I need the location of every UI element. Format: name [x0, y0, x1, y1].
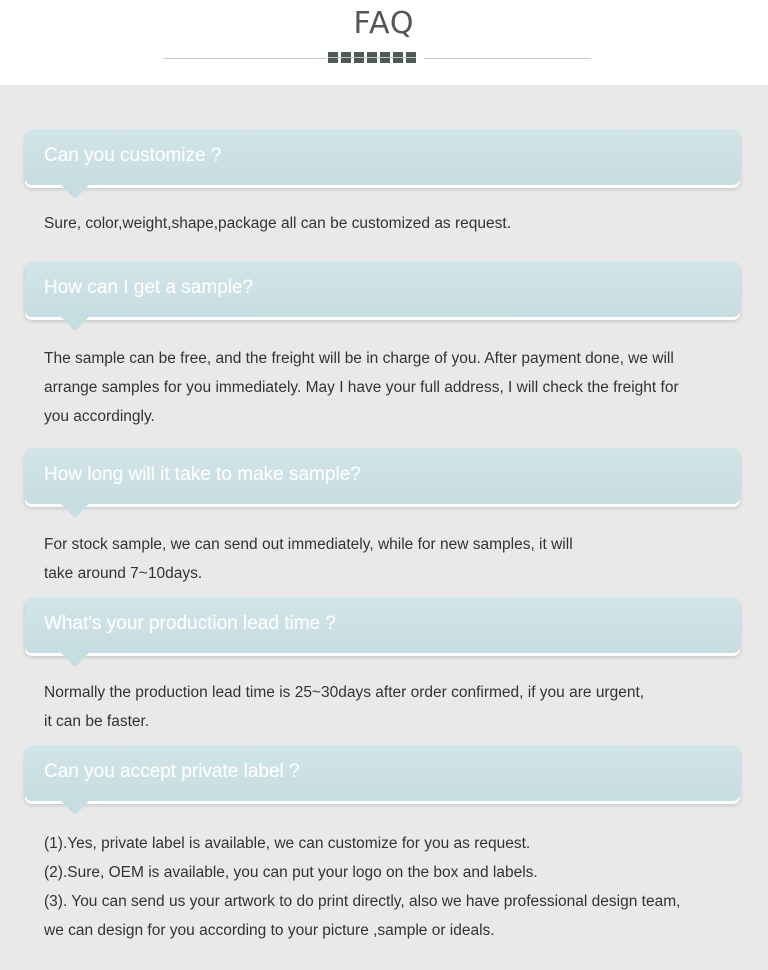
- faq-question-box: [25, 448, 740, 504]
- faq-question: How long will it take to make sample?: [44, 464, 361, 485]
- faq-question-box: [25, 261, 740, 317]
- faq-question-box: [25, 129, 740, 185]
- speech-tail: [61, 185, 89, 199]
- faq-question: What's your production lead time ?: [44, 613, 336, 634]
- divider-ornament: [326, 51, 424, 64]
- answer-line: (2).Sure, OEM is available, you can put your logo on the box and labels.: [44, 864, 538, 881]
- faq-answer: [44, 209, 734, 238]
- answer-line: (3). You can send us your artwork to do print directly, also we have professional design team,: [44, 893, 681, 910]
- faq-answer: [44, 829, 734, 945]
- faq-question: How can I get a sample?: [44, 277, 254, 298]
- answer-line: Normally the production lead time is 25~30days after order confirmed, if you are urgent,: [44, 684, 645, 701]
- faq-question: Can you accept private label ?: [44, 761, 300, 782]
- speech-tail: [61, 317, 89, 331]
- answer-line: For stock sample, we can send out immediately, while for new samples, it will: [44, 536, 573, 553]
- faq-answer: [44, 530, 734, 588]
- answer-line: Sure, color,weight,shape,package all can be customized as request.: [44, 215, 511, 232]
- answer-line: arrange samples for you immediately. May I have your full address, I will check the freight for: [44, 379, 679, 396]
- faq-question-box: [25, 597, 740, 653]
- answer-line: (1).Yes, private label is available, we can customize for you as request.: [44, 835, 531, 852]
- answer-line: you accordingly.: [44, 408, 155, 425]
- answer-line: it can be faster.: [44, 713, 150, 730]
- answer-line: take around 7~10days.: [44, 565, 203, 582]
- speech-tail: [61, 801, 89, 815]
- answer-line: we can design for you according to your picture ,sample or ideals.: [44, 922, 495, 939]
- faq-header: [0, 0, 768, 85]
- faq-answer: [44, 678, 734, 736]
- faq-question-box: [25, 745, 740, 801]
- faq-question: Can you customize ?: [44, 145, 222, 166]
- answer-line: The sample can be free, and the freight will be in charge of you. After payment done, we will: [44, 350, 674, 367]
- faq-answer: [44, 344, 734, 431]
- speech-tail: [61, 653, 89, 667]
- speech-tail: [61, 504, 89, 518]
- page-title: FAQ: [353, 6, 415, 41]
